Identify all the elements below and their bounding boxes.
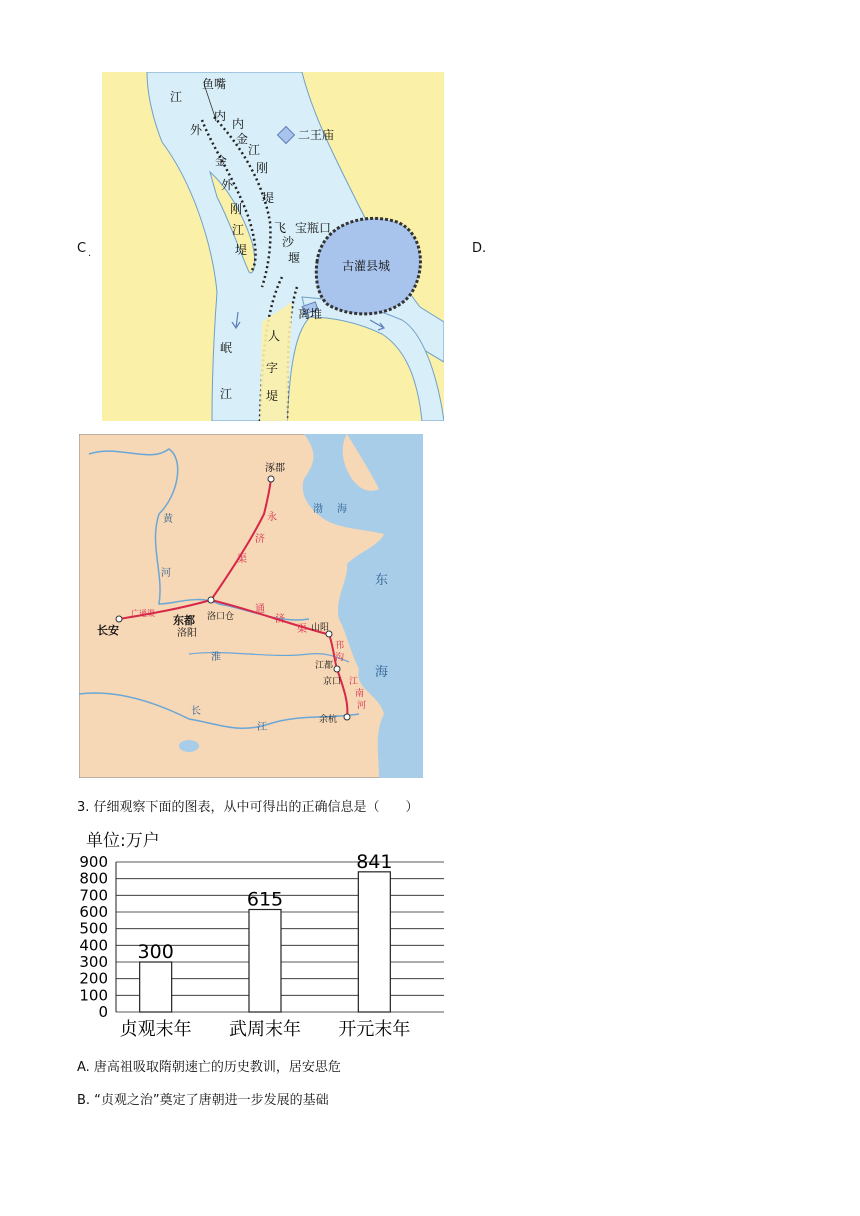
city-yuhang: [344, 714, 350, 720]
label-ren: 人: [268, 329, 281, 343]
label-shanyang: 山阳: [311, 623, 330, 633]
label-yuzui: 鱼嘴: [202, 77, 227, 91]
city-luoyang: [208, 597, 214, 603]
label-min: 岷: [220, 341, 233, 355]
label-jiangnan-he: 河: [357, 701, 367, 711]
x-category-label: 贞观末年: [119, 1019, 192, 1040]
label-nei2: 内: [232, 117, 245, 131]
label-nei-gang: 刚: [256, 161, 269, 175]
city-changan: [116, 616, 122, 622]
option-d-label: D.: [472, 241, 487, 256]
bar: [249, 910, 281, 1013]
city-zhuojun: [268, 476, 274, 482]
label-erwangmiao: 二王庙: [298, 128, 335, 142]
chart-title: 单位:万户: [86, 831, 160, 851]
label-he: 河: [161, 568, 171, 579]
x-category-label: 武周末年: [229, 1019, 301, 1040]
label-jiangnan-jiang: 江: [349, 677, 359, 687]
label-jingkou: 京口: [323, 677, 342, 687]
label-huang: 黄: [163, 514, 173, 525]
label-qu2: 渠: [297, 624, 307, 635]
label-baopingkou: 宝瓶口: [295, 221, 332, 235]
label-city: 古灌县城: [342, 259, 391, 273]
label-wai: 外: [190, 123, 203, 137]
label-nei-jiang: 江: [248, 143, 261, 157]
option-c-dot: .: [88, 248, 92, 259]
bar: [140, 962, 172, 1012]
y-tick-label: 700: [79, 886, 108, 905]
lake: [179, 740, 199, 752]
y-tick-label: 200: [79, 969, 108, 988]
label-wai2: 外: [221, 178, 234, 192]
label-ji1: 济: [255, 534, 265, 545]
city-jiangdu: [334, 666, 340, 672]
label-luokoucang: 洛口仓: [207, 612, 235, 622]
label-nei-jin: 金: [236, 132, 249, 146]
y-tick-label: 900: [79, 853, 108, 871]
label-guangtongqu: 广通渠: [131, 609, 155, 618]
label-jiang-top: 江: [170, 90, 183, 104]
label-yuhang: 余杭: [319, 715, 338, 725]
y-tick-label: 300: [79, 953, 108, 971]
grand-canal-map: [79, 434, 423, 778]
label-chang: 长: [191, 706, 201, 717]
label-bo: 渤: [313, 504, 323, 515]
y-tick-label: 400: [79, 936, 108, 955]
bar-value-label: 841: [356, 850, 393, 873]
x-category-label: 开元末年: [338, 1019, 411, 1040]
household-bar-chart: [72, 822, 452, 1044]
y-tick-label: 500: [79, 919, 108, 938]
label-huai: 淮: [211, 652, 221, 663]
label-donghai-hai: 海: [375, 665, 389, 680]
y-tick-label: 100: [79, 986, 108, 1005]
label-nei: 内: [214, 109, 227, 123]
option-c-label: C: [77, 241, 87, 256]
label-jiang: 江: [257, 722, 267, 733]
label-zhuojun: 涿郡: [265, 463, 285, 474]
y-tick-label: 800: [79, 869, 108, 888]
bar-value-label: 615: [246, 888, 284, 911]
x-axis-labels: [120, 1018, 411, 1040]
label-wai-di: 堤: [235, 243, 248, 257]
label-ji2: 济: [275, 614, 285, 625]
y-axis-ticks: [79, 853, 108, 1021]
label-luoyang: 洛阳: [177, 628, 197, 639]
answer-option-a[interactable]: A. 唐高祖吸取隋朝速亡的历史教训，居安思危: [77, 1060, 341, 1075]
label-qu1: 渠: [237, 554, 247, 565]
label-wai-gang: 刚: [230, 202, 243, 216]
label-changan: 长安: [97, 624, 119, 637]
label-tong: 通: [255, 604, 265, 615]
label-nei-di: 堤: [262, 191, 275, 205]
chart-bars: [138, 851, 393, 1012]
label-lidui: 离堆: [298, 307, 323, 321]
label-jiangnan-nan: 南: [355, 689, 365, 699]
question-3: 3. 仔细观察下面的图表，从中可得出的正确信息是（ ）: [77, 800, 419, 815]
label-dongdu: 东都: [173, 614, 195, 627]
bar-value-label: 300: [137, 941, 174, 963]
label-yong: 永: [267, 512, 277, 523]
label-yan: 堰: [288, 251, 301, 265]
label-wai-jin: 金: [215, 154, 228, 168]
label-di: 堤: [266, 389, 279, 403]
label-fei: 飞: [274, 221, 287, 235]
label-dong: 东: [375, 573, 389, 588]
label-han: 邗: [335, 641, 345, 651]
label-min-jiang: 江: [220, 387, 233, 401]
y-tick-label: 0: [98, 1003, 108, 1021]
label-jiangdu: 江都: [315, 661, 334, 671]
y-tick-label: 600: [79, 903, 108, 921]
label-gou: 沟: [335, 653, 345, 663]
label-zi: 字: [266, 361, 279, 375]
answer-option-b[interactable]: B. “贞观之治”奠定了唐朝进一步发展的基础: [77, 1093, 329, 1108]
label-hai: 海: [337, 504, 347, 515]
dujiangyan-map: [102, 72, 444, 421]
label-sha: 沙: [282, 235, 295, 249]
bar: [358, 872, 390, 1012]
label-wai-jiang: 江: [232, 223, 245, 237]
